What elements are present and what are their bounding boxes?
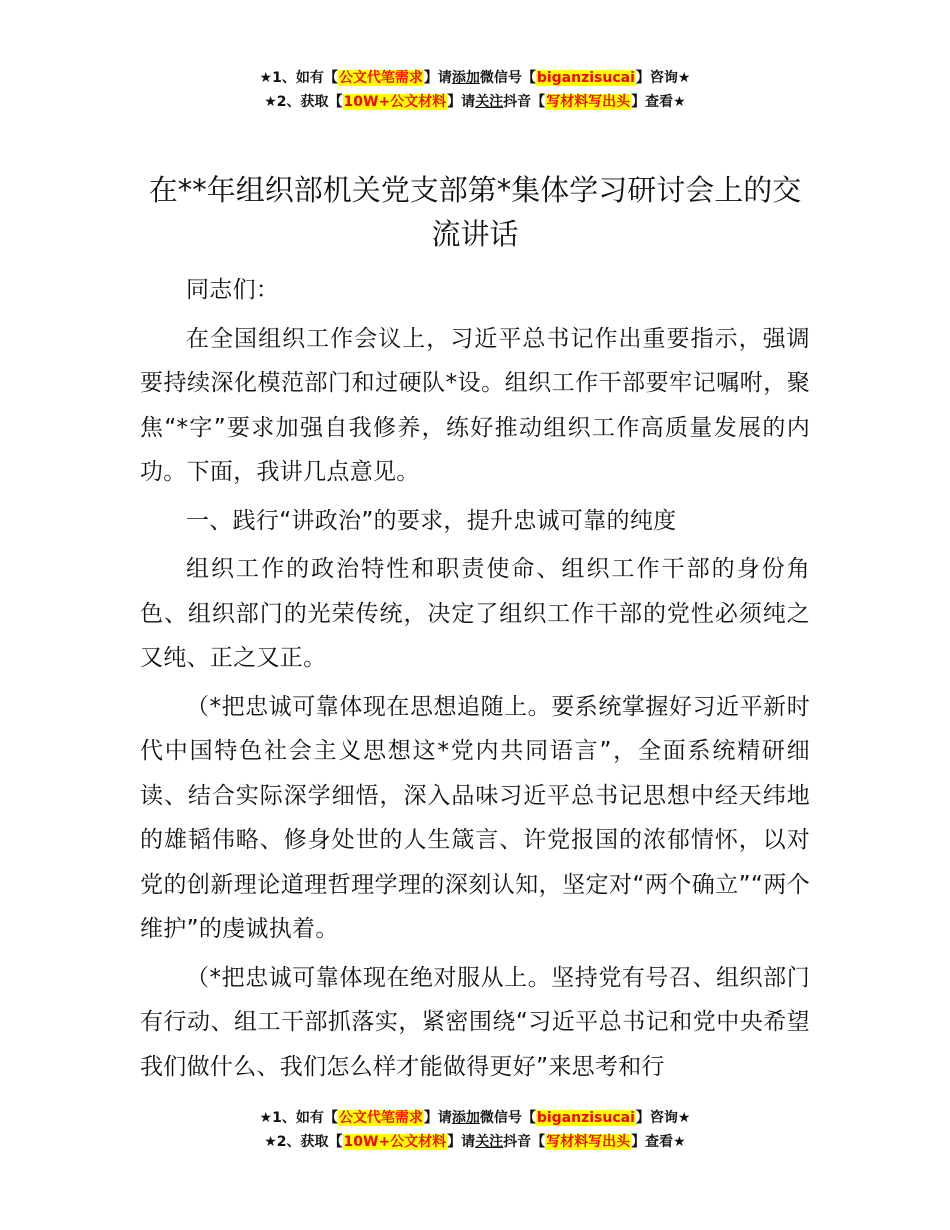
document-body <box>140 268 810 1093</box>
banner-text: 】请 <box>423 1110 452 1126</box>
banner-line-2 <box>0 90 950 114</box>
paragraph: （*把忠诚可靠体现在绝对服从上。坚持党有号召、组织部门有行动、组工干部抓落实，紧密围绕“习近平总书记和党中央希望我们做什么、我们怎么样才能做得更好”来思考和行 <box>140 964 810 1080</box>
banner-text: ★1、如有【 <box>259 1110 338 1126</box>
banner-underlined: 添加 <box>451 1110 480 1126</box>
banner-text: 】咨询★ <box>635 70 691 86</box>
banner-text: ★2、获取【 <box>264 1134 343 1150</box>
banner-text: 抖音【 <box>503 94 546 110</box>
banner-highlight: 写材料写出头 <box>546 94 631 110</box>
banner-highlight: 10W+公文材料 <box>343 1134 447 1150</box>
banner-text: 微信号【 <box>479 70 536 86</box>
bottom-banner <box>0 1106 950 1154</box>
section-heading: 一、践行“讲政治”的要求，提升忠诚可靠的纯度 <box>186 507 677 534</box>
banner-underlined: 关注 <box>475 94 504 110</box>
banner-text: ★1、如有【 <box>259 70 338 86</box>
paragraph: （*把忠诚可靠体现在思想追随上。要系统掌握好习近平新时代中国特色社会主义思想这*党内共同语言”，全面系统精研细读、结合实际深学细悟，深入品味习近平总书记思想中经天纬地的雄韬伟略、修身处世的人生箴言、许党报国的浓郁情怀，以对党的创新理论道理哲理学理的深刻认知，坚定对“两个确立”“两个维护”的虔诚执着。 <box>140 693 810 942</box>
banner-text: 微信号【 <box>479 1110 536 1126</box>
banner-text: 抖音【 <box>503 1134 546 1150</box>
banner-underlined: 关注 <box>475 1134 504 1150</box>
banner-underlined: 添加 <box>451 70 480 86</box>
banner-text: 】查看★ <box>631 1134 686 1150</box>
top-banner <box>0 66 950 114</box>
banner-highlight: 写材料写出头 <box>546 1134 631 1150</box>
banner-text: 】请 <box>447 94 476 110</box>
banner-highlight: 10W+公文材料 <box>343 94 447 110</box>
banner-text: ★2、获取【 <box>264 94 343 110</box>
banner-text: 】查看★ <box>631 94 686 110</box>
banner-highlight: 公文代笔需求 <box>338 1110 423 1126</box>
banner-line-1 <box>0 66 950 90</box>
banner-highlight: biganzisucai <box>536 70 635 86</box>
banner-line-1 <box>0 1106 950 1130</box>
banner-line-2 <box>0 1130 950 1154</box>
banner-highlight: biganzisucai <box>536 1110 635 1126</box>
banner-text: 】请 <box>423 70 452 86</box>
banner-text: 】咨询★ <box>635 1110 691 1126</box>
banner-text: 】请 <box>447 1134 476 1150</box>
salutation: 同志们： <box>186 277 280 303</box>
banner-highlight: 公文代笔需求 <box>338 70 423 86</box>
paragraph: 在全国组织工作会议上，习近平总书记作出重要指示，强调要持续深化模范部门和过硬队*设。组织工作干部要牢记嘱咐，聚焦“*字”要求加强自我修养，练好推动组织工作高质量发展的内功。下面，我讲几点意见。 <box>140 325 810 485</box>
document-title: 在**年组织部机关党支部第*集体学习研讨会上的交流讲话 <box>148 173 802 251</box>
paragraph: 组织工作的政治特性和职责使命、组织工作干部的身份角色、组织部门的光荣传统，决定了组织工作干部的党性必须纯之又纯、正之又正。 <box>140 556 810 671</box>
